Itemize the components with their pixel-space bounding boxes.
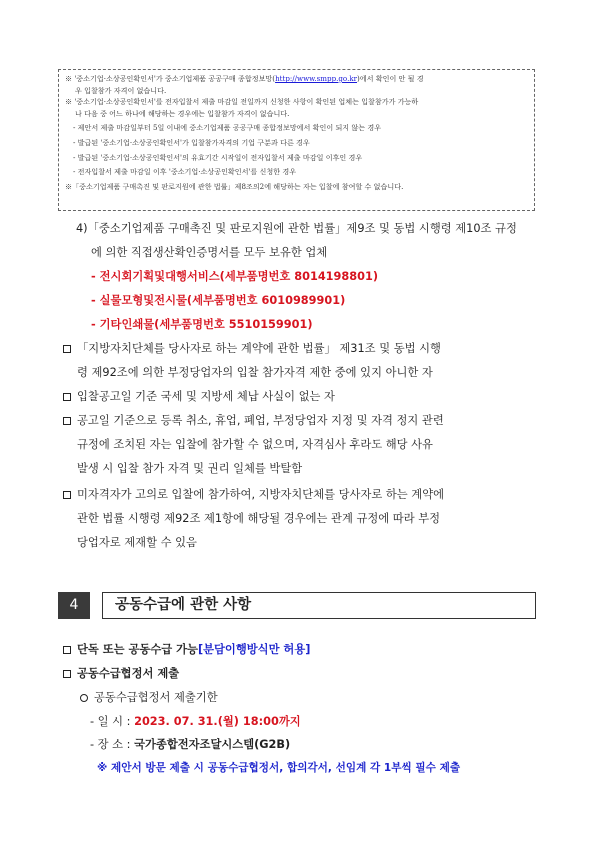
deadline-heading xyxy=(80,691,218,705)
checkbox-square-icon xyxy=(63,491,71,499)
eligibility-notice-box xyxy=(58,69,535,211)
notice-bullet: - 제안서 제출 마감일부터 5일 이내에 중소기업제품 공공구매 종합정보망에서 확인이 되지 않는 경우 xyxy=(73,123,382,133)
section-number: 4 xyxy=(58,592,90,619)
date-value: 2023. 07. 31.(월) 18:00까지 xyxy=(134,715,301,728)
notice-line: ※ '중소기업·소상공인확인서'를 전자입찰서 제출 마감일 전일까지 신청한 사항이 확인된 업체는 입찰참가가 가능하 xyxy=(65,97,419,107)
joint-supply-option xyxy=(63,643,310,657)
checkbox-square-icon xyxy=(63,345,71,353)
bullet-text: 입찰공고일 기준 국세 및 지방세 체납 사실이 없는 자 xyxy=(77,390,335,403)
notice-line: ※「중소기업제품 구매촉진 및 판로지원에 관한 법률」제8조의2에 해당하는 자는 입찰에 참여할 수 없습니다. xyxy=(65,181,404,191)
bullet-text: 미자격자가 고의로 입찰에 참가하여, 지방자치단체를 당사자로 하는 계약에 xyxy=(77,488,445,501)
deadline-date xyxy=(90,715,301,729)
bullet-3 xyxy=(63,414,444,428)
submission-text: 공동수급협정서 제출 xyxy=(77,667,180,680)
submission-note: ※ 제안서 방문 제출 시 공동수급협정서, 합의각서, 선임계 각 1부씩 필수 제출 xyxy=(97,762,461,774)
checkbox-square-icon xyxy=(63,670,71,678)
option-text: 단독 또는 공동수급 가능 xyxy=(77,643,198,656)
bullet-3-cont: 발생 시 입찰 참가 자격 및 권리 일체를 박탈함 xyxy=(77,462,303,475)
checkbox-square-icon xyxy=(63,646,71,654)
circle-bullet-icon xyxy=(80,694,88,702)
deadline-place xyxy=(90,738,290,752)
bullet-2 xyxy=(63,390,335,404)
cert-item-3: - 기타인쇄물(세부품명번호 5510159901) xyxy=(91,318,313,331)
bullet-3-cont: 규정에 조치된 자는 입찰에 참가할 수 없으며, 자격심사 후라도 해당 사유 xyxy=(77,438,433,451)
notice-text: )에서 확인이 안 될 경 xyxy=(357,74,424,83)
bullet-text: 「지방자치단체를 당사자로 하는 계약에 관한 법률」 제31조 및 동법 시행 xyxy=(77,342,441,355)
cert-item-1: - 전시회기획및대행서비스(세부품명번호 8014198801) xyxy=(91,270,379,283)
deadline-title: 공동수급협정서 제출기한 xyxy=(94,691,218,704)
notice-line xyxy=(65,73,528,85)
notice-line: 우 입찰참가 자격이 없습니다. xyxy=(75,85,167,95)
date-label: - 일 시 : xyxy=(90,715,135,728)
agreement-submission xyxy=(63,667,179,681)
notice-bullet: - 발급된 '중소기업·소상공인확인서'의 유효기간 시작일이 전자입찰서 제출 마감일 이후인 경우 xyxy=(73,152,363,162)
bullet-4 xyxy=(63,488,444,502)
place-label: - 장 소 : xyxy=(90,738,135,751)
notice-bullet: - 전자입찰서 제출 마감일 이후 '중소기업·소상공인확인서'를 신청한 경우 xyxy=(73,167,297,177)
bullet-4-cont: 관한 법률 시행령 제92조 제1항에 해당될 경우에는 관계 규정에 따라 부정 xyxy=(77,512,441,525)
bullet-1-cont: 령 제92조에 의한 부정당업자의 입찰 참가자격 제한 중에 있지 아니한 자 xyxy=(77,366,433,379)
notice-line: 나 다음 중 어느 하나에 해당하는 경우에는 입찰참가 자격이 없습니다. xyxy=(75,108,290,118)
bullet-1 xyxy=(63,342,441,356)
notice-text: ※ '중소기업·소상공인확인서'가 중소기업제품 공공구매 종합정보망( xyxy=(65,74,276,83)
bullet-text: 공고일 기준으로 등록 취소, 휴업, 폐업, 부정당업자 지정 및 자격 정지 관련 xyxy=(77,414,444,427)
checkbox-square-icon xyxy=(63,417,71,425)
section-title: 공동수급에 관한 사항 xyxy=(102,592,536,619)
option-paren: [분담이행방식만 허용] xyxy=(197,643,311,656)
item4-line2: 에 의한 직접생산확인증명서를 모두 보유한 업체 xyxy=(91,246,328,259)
item4-line1: 4)「중소기업제품 구매촉진 및 판로지원에 관한 법률」제9조 및 동법 시행령 제10조 규정 xyxy=(76,222,517,235)
notice-bullet: - 발급된 '중소기업·소상공인확인서'가 입찰참가자격의 기업 구분과 다른 경우 xyxy=(73,137,310,147)
bullet-4-cont: 당업자로 제재할 수 있음 xyxy=(77,536,197,549)
smpp-link[interactable]: http://www.smpp.go.kr xyxy=(275,74,358,83)
checkbox-square-icon xyxy=(63,393,71,401)
place-value: 국가종합전자조달시스템(G2B) xyxy=(134,738,291,751)
cert-item-2: - 실물모형및전시물(세부품명번호 6010989901) xyxy=(91,294,346,307)
